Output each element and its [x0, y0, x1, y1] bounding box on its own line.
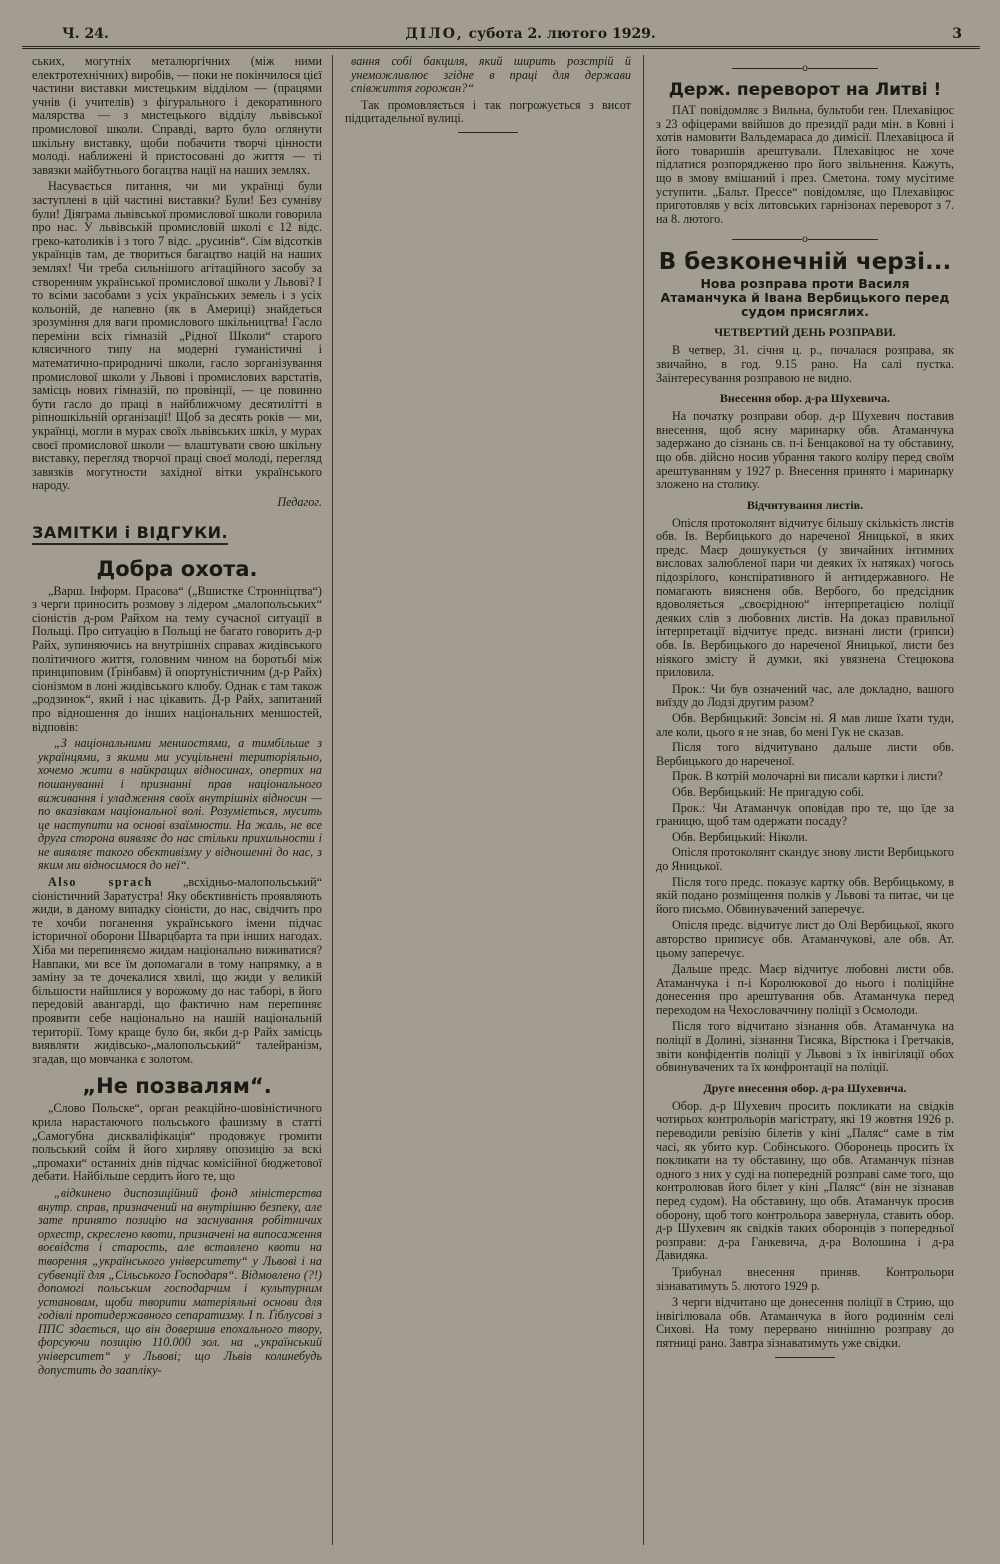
article-paragraph: З черги відчитано ще донесення поліції в Стрию, що інвігілювала обв. Атаманчука в його родиннім селі Сихові. На тому перервано нинішню розправу до пятниці рано. Завтра зізнаватимуть уже свідки. — [656, 1295, 954, 1350]
article-quote: „З національними меншостями, а тимбільше з українцями, з якими ми усуцільнені територіяльно, хочемо жити в найкращих відносинах, опертих на пошануванні і признанні прав національного виживання і уладження своїх внутрішніх відносин — по вказівкам національної волі. Розуміється, мусить це наступити на основі взаїмности. На жаль, не все друга сторона виявляє до нас стільки прихильности і не виявляє такого обєктивізму у відношенні до нас, з яким ми відносимося до неї“. — [38, 736, 322, 873]
article-paragraph: Після того предс. показує картку обв. Вербицькому, в якій подано розміщення полків у Львові та питає, чи це його письмо. Обвинувачений заперечує. — [656, 874, 954, 916]
article-paragraph: Після того відчитано зізнання обв. Атаманчука на поліції в Долині, зізнання Тисяка, Вірстюка і Гретчаків, звіти конфідентів поліції у Львові з їх інвігіляції обох обвинувачених та їх конфронтації на поліції. — [656, 1019, 954, 1075]
article-headline: Держ. переворот на Литві ! — [668, 80, 942, 100]
dialog-line: Обв. Вербицький: Зовсім ні. Я мав лише їхати туди, але коли, цього я не знав, бо мені Гук не сказав. — [656, 711, 954, 739]
article-headline: „Не позвалям“. — [82, 1074, 272, 1099]
column-1 — [22, 55, 332, 1545]
section-subheading: Друге внесення обор. д-ра Шухевича. — [703, 1080, 907, 1095]
article-paragraph: ських, могутніх металюргічних (між ними електротехнічних) виробів, — поки не покінчилося цієї частини виставки мистецьким відділом — (працями учнів (і учителів) з фігурального і декоративного малярства — з мистецького відділу львівської промислової школи. Справді, варто було оглянути шкільну виставку, щоби побачити творчі цінности молоді. наближені й пристосовані до життя — ті завязки майбутнього богацтва нації на наших землях. — [32, 55, 322, 177]
also-sprach: Also sprach — [48, 875, 153, 890]
dialog-line: Прок. В котрій молочарні ви писали картки і листи? — [672, 769, 943, 784]
article-paragraph — [32, 876, 322, 1066]
article-paragraph: „Слово Польске“, орган реакційно-шовіністичного крила нарастаючого польського фашизму в статті „Самогубна дискваліфікація“ продовжує громити польський сойм й його хирляву опозицію за вскі „промахи“ останніх днів підчас комісійної бюджетової дебати. Найбільше сердить його те, що — [32, 1101, 322, 1184]
columns — [22, 55, 980, 1545]
article-paragraph: Обор. д-р Шухевич просить покликати на свідків чотирьох контрольорів магістрату, які 19 жовтня 1926 р. переводили ревізію білетів у кіні „Паляс“ саме в тім часі, як убито кур. Собінського. Оборонець просить їх покликати на ту обставину, що обв. Атаманчук пізнав одного з них у суді на попередній розправі саме того, що контролював його білет у кіні „Паляс“ (він не зізнавав перед судом). На обставину, що обв. Атаманчук просив оборону, щоб того контрольора завернула, ставить обор. д-р Шухевич як свідків таких оборонців з попередньої розправи: д-ра Ганкевича, д-ра Волошина і д-ра Давидяка. — [656, 1098, 954, 1263]
article-subheadline: Нова розправа проти Василя Атаманчука й Івана Вербицького перед судом присяглих. — [660, 276, 950, 320]
dialog-line: Прок.: Чи Атаманчук оповідав про те, що їде за границю, щоб там одержати посаду? — [656, 800, 954, 829]
article-paragraph: Так промовляється і так погрожується з висот підцитадельної вулиці. — [345, 97, 631, 126]
masthead-date — [405, 26, 655, 42]
column-3 — [644, 55, 958, 1545]
section-title: ЗАМІТКИ і ВІДГУКИ. — [32, 523, 228, 545]
article-end-rule — [775, 1357, 835, 1358]
dialog-line: Після того відчитувано дальше листи обв. Вербицького до нареченої. — [656, 740, 954, 768]
page-header — [22, 26, 980, 49]
article-paragraph: Опісля предс. відчитує лист до Олі Вербицької, якого авторство приписує обв. Атаманчукові, але обв. Ат. цьому заперечує. — [656, 918, 954, 960]
page-number-left: Ч. 24. — [62, 26, 109, 42]
article-headline: Добра охота. — [96, 556, 258, 581]
article-paragraph: ПАТ повідомляє з Вильна, бультоби ген. Плехавіцюс з 23 офіцерами ввійшов до президії ради мін. в Ковні і хотів намовити Вальдемараса до димісії. Плехавіцюса й його товаришів арештували. Плехавіцюс не хоче підлатися розпорядженю про його звільнення. Кажуть, що в змову вмішаний і през. Сметона. тому мусітиме уступити. „Бальт. Прессе“ повідомляє, що Плехавіцюс приготовляв у всіх литовських гарнізонах переворот з 7. на 8. лютого. — [656, 103, 954, 226]
ornament-divider: o — [656, 63, 954, 74]
ornament-divider: o — [656, 234, 954, 245]
paper-name: ДІЛО, — [405, 26, 464, 42]
section-subheading: Внесення обор. д-ра Шухевича. — [719, 391, 891, 406]
article-quote: вання собі бакциля, який ширить розстрій й унеможливлює згідне в праці для держави співжиття горожан?“ — [351, 55, 631, 96]
article-headline: В безконечній черзі... — [658, 249, 952, 276]
article-paragraph: Дальше предс. Маєр відчитує любовні листи обв. Атаманчука і п-і Королюкової до нього і поліційне донесення про арештування обв. Атаманчука перед переходом на Чехословаччину поліції з Осмолоди. — [656, 962, 954, 1017]
article-paragraph: В четвер, 31. січня ц. р., почалася розправа, як звичайно, в год. 9.15 рано. На салі пустка. Заінтересування розправою не видно. — [656, 343, 954, 385]
section-subheading: Відчитування листів. — [746, 497, 864, 512]
article-quote: „відкинено диспозиційний фонд міністерства внутр. справ, призначений на внутрішню безпеку, але зате принято позицію на заснування робітничих орхестр, скреслено квоти, призначені на випосаження воєвідств і старость, але вставлено квоти на творення „українського університету“ у Львові і на субвенції для „Сільського Господаря“. Відмовлено (?!) допомогі польським господарчим і культурним установам, щоби творити матеріяльні основи для годівлі протидержавного сепаратизму. І п. Ґіблусові з ППС здається, що він довершив епохального твору, форсуючи позицію 110.000 зол. на „український університет“ у Львові; що Львів колинебудь допустить до заапліку- — [38, 1185, 322, 1377]
issue-date: субота 2. лютого 1929. — [468, 26, 656, 42]
article-paragraph: Насувається питання, чи ми українці були заступлені в цій частині виставки? Були! Без сумніву були! Діяграма львівської промислової школи говорила про нас. У львівській промисловій школі є 12 відс. греко-католиків і з того 7 відс. „русинів“. Сім відсотків українців там, де твориться багацтво націй на наших землях! Чи треба сильнішого агітаційного засобу за створенням української промислової школи у Львові? І то всіми засобами з усіх українських земель і з усіх кольоній, де напевно (як в Америці) знайдеться зрозуміння для ваги промислового шкільництва! Гасло переміни всіх гімназій „Рідної Школи“ старого клясичного типу на модерні гуманістичні і математично-природничі школи, гасло зорганізування промислової школи у Львові і промислових варстатів, замісць нових гімназій, по провінції, — це повинно бути гасло до праці в найближчому десятилітті в ріпношкільній організації! Щоб за десять років — ми, українці, могли в мурах своїх львівських шкіл, у мурах своєї промислової школи — влаштувати свою шкільну виставку, перегляд творчої праці своєї молоді, перегляд завязків могутности західної вітки українського народу. — [32, 179, 322, 493]
article-signature: Педагог. — [277, 495, 322, 509]
column-end-rule — [458, 132, 518, 133]
article-paragraph: Трибунал внесення приняв. Контрольори зізнаватимуть 5. лютого 1929 р. — [656, 1264, 954, 1293]
dialog-line: Прок.: Чи був означений час, але докладно, вашого виїзду до Лодзі другим разом? — [656, 681, 954, 710]
dialog-line: Обв. Вербицький: Не пригадую собі. — [672, 784, 865, 799]
dialog-line: Опісля протоколянт скандує знову листи Вербицького до Яницької. — [656, 845, 954, 873]
article-paragraph: Опісля протоколянт відчитує більшу скількість листів обв. Ів. Вербицького до нареченої Яницької, в яких предс. Маєр дошукується (у звичайних інтимних висловах залюбленої пари чи деяких їх натяках) чогось підозрілого, конспіративного й антидержавного. Не помагають виясненя обв. Вербого, бо предсідник вдоволяється „своєрідною“ інтерпретацією поліції деяких слів з любовних листів. На доказ правильної інтерпретації відчитує предс. визнані листи (грипси) обв. Ів. Вербицького до нареченої Яницької, листи без ніякого змісту й думки, які увязнена Стецюкова приловила. — [656, 515, 954, 680]
page-number-right: 3 — [952, 26, 962, 42]
article-paragraph: На початку розправи обор. д-р Шухевич поставив внесення, щоб ясну маринарку обв. Атаманчука задержано до сізнань св. п-і Бенцакової на ту обставину, що обв. дійсно носив убрання такого коліру перед своїм арештуванням у 1927 р. Внесення принято і маринарку зложено на столику. — [656, 409, 954, 492]
also-sprach-text: „всхідньо-малопольський“ сіоністичний Заратустра! Яку обєктивність проявляють жиди, в даному випадку сіоністи, до нас, свідчить про те хочби поганення українського імени підчас історичної оборони Шварцбарта та при інших нагодах. Хіба ми перепиняємо жидам національно виживатися? Навпаки, ми все їм допомагали в тому напрямку, а в заміну за те дочекалися хвилі, що жиди у великій більшости найшлися у ворожому до нас таборі, в його передовій авангарді, що фактично нам перепиняє проявити себе національно на нашій національній території. Тому краще було би, якби д-р Райх замісць виявляти жидівсько-„малопольський“ талейранізм, згадав, що мовчанка є золотом. — [32, 875, 322, 1066]
article-paragraph: „Варш. Інформ. Прасова“ („Вшистке Стронніцтва“) з черги приносить розмову з лідером „малопольських“ сіоністів д-ром Райхом на тему сучасної ситуації в Польщі. Про ситуацію в Польщі не багато говорить д-р Райх, зупиняючись на внутрішніх справах жидівського політичного життя, головним чином на боротьбі між принциповим (Ґрінбавм) й опортуністичним (д-р Райх) сіонізмом в лоні жидівського клюбу. Однак є там також „родзинок“, який і нас цікавить. Д-р Райх, запитаний про відношення до інших національних меншостей, відповів: — [32, 583, 322, 734]
dialog-line: Обв. Вербицький: Ніколи. — [672, 829, 808, 844]
column-2 — [332, 55, 644, 1545]
article-subheadline: ЧЕТВЕРТИЙ ДЕНЬ РОЗПРАВИ. — [714, 325, 896, 340]
